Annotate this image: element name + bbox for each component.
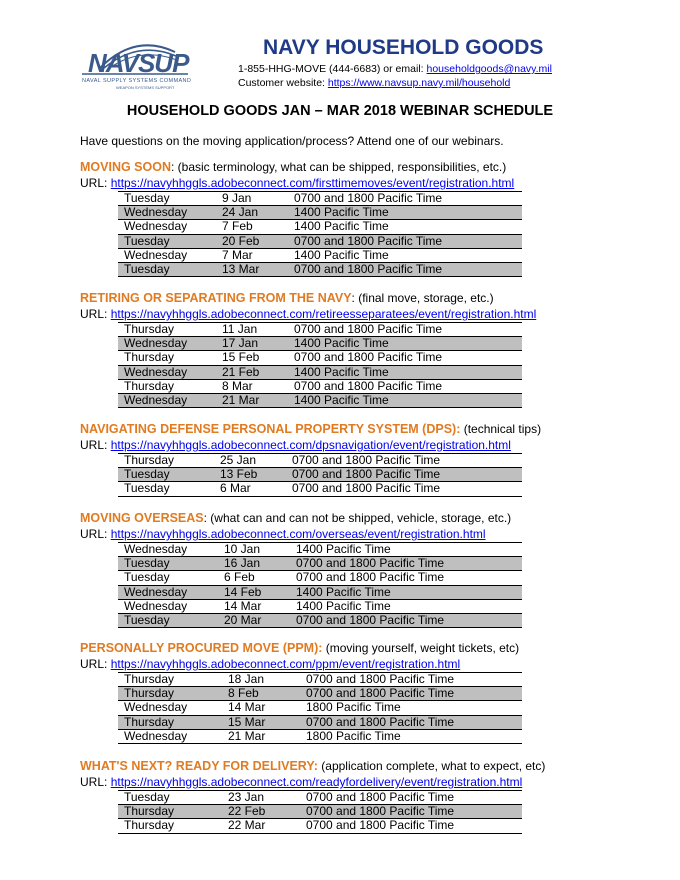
day-cell: Tuesday bbox=[118, 482, 214, 496]
website-label: Customer website: bbox=[238, 77, 325, 89]
table-row bbox=[118, 351, 522, 365]
section-heading bbox=[80, 422, 600, 438]
webinar-section bbox=[80, 160, 600, 277]
time-cell: 1400 Pacific Time bbox=[290, 585, 522, 599]
time-cell: 1400 Pacific Time bbox=[288, 337, 522, 351]
date-cell: 17 Jan bbox=[216, 337, 288, 351]
section-heading bbox=[80, 291, 600, 307]
table-row bbox=[118, 482, 522, 496]
date-cell: 13 Mar bbox=[216, 263, 288, 277]
section-title: RETIRING OR SEPARATING FROM THE NAVY bbox=[80, 291, 352, 305]
time-cell: 1400 Pacific Time bbox=[288, 248, 522, 262]
table-row bbox=[118, 379, 522, 393]
day-cell: Wednesday bbox=[118, 206, 216, 220]
webinar-section bbox=[80, 422, 600, 497]
time-cell: 1400 Pacific Time bbox=[288, 220, 522, 234]
registration-link[interactable]: https://navyhhggls.adobeconnect.com/overseas/event/registration.html bbox=[110, 527, 486, 541]
time-cell: 0700 and 1800 Pacific Time bbox=[286, 454, 522, 468]
table-row bbox=[118, 729, 522, 743]
table-row bbox=[118, 557, 522, 571]
table-row bbox=[118, 673, 522, 687]
date-cell: 15 Mar bbox=[222, 715, 300, 729]
date-cell: 10 Jan bbox=[218, 543, 290, 557]
time-cell: 0700 and 1800 Pacific Time bbox=[290, 557, 522, 571]
day-cell: Wednesday bbox=[118, 585, 218, 599]
table-row bbox=[118, 206, 522, 220]
time-cell: 0700 and 1800 Pacific Time bbox=[290, 614, 522, 628]
section-url-line bbox=[80, 307, 600, 322]
date-cell: 14 Feb bbox=[218, 585, 290, 599]
date-cell: 11 Jan bbox=[216, 323, 288, 337]
section-heading bbox=[80, 160, 600, 176]
website-link[interactable]: https://www.navsup.navy.mil/household bbox=[327, 77, 511, 89]
day-cell: Wednesday bbox=[118, 701, 222, 715]
day-cell: Thursday bbox=[118, 673, 222, 687]
date-cell: 7 Feb bbox=[216, 220, 288, 234]
logo-wordmark: NAVSUP bbox=[88, 48, 189, 78]
time-cell: 1400 Pacific Time bbox=[288, 206, 522, 220]
schedule-table bbox=[118, 672, 522, 744]
time-cell: 0700 and 1800 Pacific Time bbox=[300, 673, 522, 687]
registration-link[interactable]: https://navyhhggls.adobeconnect.com/ppm/event/registration.html bbox=[110, 657, 461, 671]
table-row bbox=[118, 468, 522, 482]
table-row bbox=[118, 220, 522, 234]
logo-subtext: NAVAL SUPPLY SYSTEMS COMMAND bbox=[82, 78, 192, 84]
date-cell: 6 Mar bbox=[214, 482, 286, 496]
day-cell: Wednesday bbox=[118, 394, 216, 408]
time-cell: 1800 Pacific Time bbox=[300, 729, 522, 743]
webinar-section bbox=[80, 291, 600, 408]
table-row bbox=[118, 791, 522, 805]
day-cell: Tuesday bbox=[118, 614, 218, 628]
url-label: URL: bbox=[80, 657, 108, 671]
intro-text: Have questions on the moving application/process? Attend one of our webinars. bbox=[80, 134, 504, 148]
time-cell: 0700 and 1800 Pacific Time bbox=[300, 805, 522, 819]
day-cell: Tuesday bbox=[118, 791, 222, 805]
date-cell: 21 Mar bbox=[216, 394, 288, 408]
date-cell: 8 Feb bbox=[222, 687, 300, 701]
day-cell: Tuesday bbox=[118, 234, 216, 248]
time-cell: 0700 and 1800 Pacific Time bbox=[288, 192, 522, 206]
schedule-table bbox=[118, 191, 522, 277]
date-cell: 18 Jan bbox=[222, 673, 300, 687]
day-cell: Tuesday bbox=[118, 192, 216, 206]
section-url-line bbox=[80, 657, 600, 672]
date-cell: 13 Feb bbox=[214, 468, 286, 482]
day-cell: Thursday bbox=[118, 351, 216, 365]
section-title: WHAT'S NEXT? READY FOR DELIVERY: bbox=[80, 759, 318, 773]
webinar-section bbox=[80, 641, 600, 744]
registration-link[interactable]: https://navyhhggls.adobeconnect.com/retireesseparatees/event/registration.html bbox=[110, 307, 537, 321]
section-url-line bbox=[80, 775, 600, 790]
table-row bbox=[118, 571, 522, 585]
phone-label: 1-855-HHG-MOVE (444-6683) or email: bbox=[238, 63, 424, 75]
day-cell: Wednesday bbox=[118, 729, 222, 743]
section-description: : (what can and can not be shipped, vehicle, storage, etc.) bbox=[203, 511, 512, 525]
table-row bbox=[118, 599, 522, 613]
day-cell: Wednesday bbox=[118, 365, 216, 379]
day-cell: Tuesday bbox=[118, 263, 216, 277]
date-cell: 6 Feb bbox=[218, 571, 290, 585]
date-cell: 14 Mar bbox=[222, 701, 300, 715]
time-cell: 0700 and 1800 Pacific Time bbox=[300, 687, 522, 701]
day-cell: Wednesday bbox=[118, 543, 218, 557]
section-title: MOVING OVERSEAS bbox=[80, 511, 204, 525]
url-label: URL: bbox=[80, 527, 108, 541]
logo-subtext2: WEAPON SYSTEMS SUPPORT bbox=[116, 85, 175, 90]
registration-link[interactable]: https://navyhhggls.adobeconnect.com/readyfordelivery/event/registration.html bbox=[110, 775, 523, 789]
time-cell: 1400 Pacific Time bbox=[288, 394, 522, 408]
date-cell: 22 Mar bbox=[222, 819, 300, 833]
date-cell: 21 Mar bbox=[222, 729, 300, 743]
page-title: NAVY HOUSEHOLD GOODS bbox=[263, 36, 544, 59]
section-description: (technical tips) bbox=[460, 422, 542, 436]
day-cell: Thursday bbox=[118, 379, 216, 393]
navsup-logo bbox=[80, 38, 190, 90]
table-row bbox=[118, 543, 522, 557]
schedule-table bbox=[118, 790, 522, 834]
schedule-table bbox=[118, 453, 522, 497]
time-cell: 0700 and 1800 Pacific Time bbox=[288, 351, 522, 365]
date-cell: 8 Mar bbox=[216, 379, 288, 393]
time-cell: 1400 Pacific Time bbox=[288, 365, 522, 379]
time-cell: 0700 and 1800 Pacific Time bbox=[286, 482, 522, 496]
section-heading bbox=[80, 759, 600, 775]
date-cell: 25 Jan bbox=[214, 454, 286, 468]
url-label: URL: bbox=[80, 176, 108, 190]
date-cell: 9 Jan bbox=[216, 192, 288, 206]
table-row bbox=[118, 805, 522, 819]
time-cell: 1800 Pacific Time bbox=[300, 701, 522, 715]
table-row bbox=[118, 819, 522, 833]
section-url-line bbox=[80, 527, 600, 542]
date-cell: 20 Feb bbox=[216, 234, 288, 248]
time-cell: 1400 Pacific Time bbox=[290, 599, 522, 613]
time-cell: 0700 and 1800 Pacific Time bbox=[300, 715, 522, 729]
day-cell: Wednesday bbox=[118, 337, 216, 351]
day-cell: Tuesday bbox=[118, 468, 214, 482]
section-url-line bbox=[80, 438, 600, 453]
section-heading bbox=[80, 641, 600, 657]
section-title: MOVING SOON bbox=[80, 160, 171, 174]
url-label: URL: bbox=[80, 775, 108, 789]
url-label: URL: bbox=[80, 438, 108, 452]
day-cell: Tuesday bbox=[118, 557, 218, 571]
time-cell: 0700 and 1800 Pacific Time bbox=[290, 571, 522, 585]
table-row bbox=[118, 614, 522, 628]
day-cell: Wednesday bbox=[118, 220, 216, 234]
table-row bbox=[118, 234, 522, 248]
date-cell: 16 Jan bbox=[218, 557, 290, 571]
section-title: NAVIGATING DEFENSE PERSONAL PROPERTY SYSTEM (DPS): bbox=[80, 422, 461, 436]
schedule-title: HOUSEHOLD GOODS JAN – MAR 2018 WEBINAR SCHEDULE bbox=[126, 103, 554, 119]
time-cell: 0700 and 1800 Pacific Time bbox=[288, 234, 522, 248]
time-cell: 0700 and 1800 Pacific Time bbox=[288, 263, 522, 277]
day-cell: Thursday bbox=[118, 687, 222, 701]
table-row bbox=[118, 323, 522, 337]
section-heading bbox=[80, 511, 600, 527]
date-cell: 24 Jan bbox=[216, 206, 288, 220]
time-cell: 0700 and 1800 Pacific Time bbox=[288, 379, 522, 393]
time-cell: 0700 and 1800 Pacific Time bbox=[300, 791, 522, 805]
table-row bbox=[118, 337, 522, 351]
time-cell: 0700 and 1800 Pacific Time bbox=[300, 819, 522, 833]
table-row bbox=[118, 585, 522, 599]
date-cell: 14 Mar bbox=[218, 599, 290, 613]
date-cell: 15 Feb bbox=[216, 351, 288, 365]
section-description: : (final move, storage, etc.) bbox=[351, 291, 494, 305]
table-row bbox=[118, 715, 522, 729]
webinar-section bbox=[80, 759, 600, 834]
day-cell: Tuesday bbox=[118, 571, 218, 585]
registration-link[interactable]: https://navyhhggls.adobeconnect.com/dpsnavigation/event/registration.html bbox=[110, 438, 511, 452]
table-row bbox=[118, 192, 522, 206]
date-cell: 7 Mar bbox=[216, 248, 288, 262]
schedule-table bbox=[118, 542, 522, 628]
table-row bbox=[118, 701, 522, 715]
schedule-table bbox=[118, 322, 522, 408]
day-cell: Wednesday bbox=[118, 599, 218, 613]
section-description: (moving yourself, weight tickets, etc) bbox=[322, 641, 520, 655]
day-cell: Thursday bbox=[118, 805, 222, 819]
url-label: URL: bbox=[80, 307, 108, 321]
table-row bbox=[118, 687, 522, 701]
day-cell: Thursday bbox=[118, 454, 214, 468]
day-cell: Thursday bbox=[118, 715, 222, 729]
registration-link[interactable]: https://navyhhggls.adobeconnect.com/firsttimemoves/event/registration.html bbox=[110, 176, 515, 190]
day-cell: Wednesday bbox=[118, 248, 216, 262]
day-cell: Thursday bbox=[118, 323, 216, 337]
table-row bbox=[118, 248, 522, 262]
date-cell: 23 Jan bbox=[222, 791, 300, 805]
table-row bbox=[118, 365, 522, 379]
table-row bbox=[118, 454, 522, 468]
contact-website-line bbox=[238, 77, 510, 89]
section-description: : (basic terminology, what can be shipped, responsibilities, etc.) bbox=[170, 160, 507, 174]
webinar-section bbox=[80, 511, 600, 628]
table-row bbox=[118, 394, 522, 408]
time-cell: 0700 and 1800 Pacific Time bbox=[288, 323, 522, 337]
table-row bbox=[118, 263, 522, 277]
date-cell: 22 Feb bbox=[222, 805, 300, 819]
time-cell: 1400 Pacific Time bbox=[290, 543, 522, 557]
email-link[interactable]: householdgoods@navy.mil bbox=[426, 63, 552, 75]
time-cell: 0700 and 1800 Pacific Time bbox=[286, 468, 522, 482]
date-cell: 21 Feb bbox=[216, 365, 288, 379]
contact-phone-line bbox=[238, 63, 552, 75]
section-description: (application complete, what to expect, etc) bbox=[317, 759, 546, 773]
section-url-line bbox=[80, 176, 600, 191]
section-title: PERSONALLY PROCURED MOVE (PPM): bbox=[80, 641, 323, 655]
date-cell: 20 Mar bbox=[218, 614, 290, 628]
day-cell: Thursday bbox=[118, 819, 222, 833]
